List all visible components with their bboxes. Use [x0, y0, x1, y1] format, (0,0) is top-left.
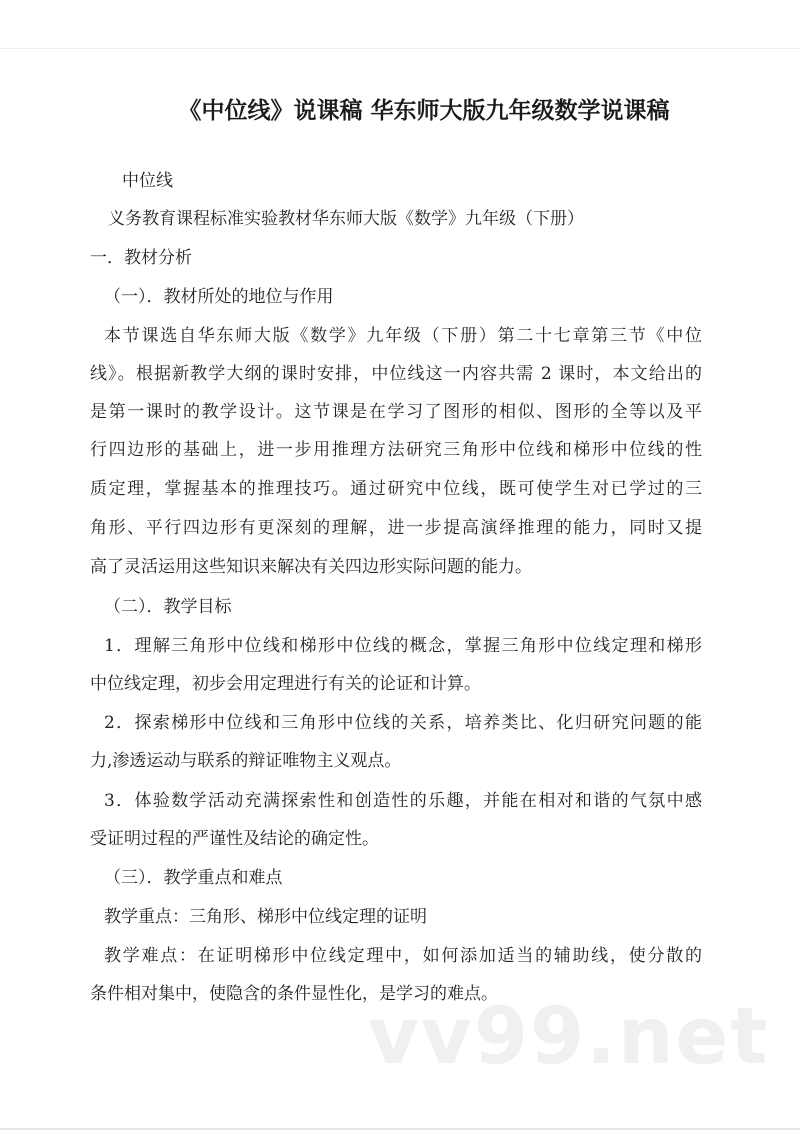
page-bottom-edge	[0, 1128, 800, 1130]
text-line: 高了灵活运用这些知识来解决有关四边形实际问题的能力。	[90, 557, 532, 577]
text-line: 线》。根据新教学大纲的课时安排，中位线这一内容共需 2 课时，本文给出的	[90, 364, 702, 384]
text-line: 质定理，掌握基本的推理技巧。通过研究中位线，既可使学生对已学过的三	[90, 479, 702, 499]
text-line: 本节课选自华东师大版《数学》九年级（下册）第二十七章第三节《中位	[104, 326, 702, 346]
text-line: （二）．教学目标	[104, 597, 232, 617]
text-line: （一）．教材所处的地位与作用	[104, 287, 334, 307]
text-line: 3．体验数学活动充满探索性和创造性的乐趣，并能在相对和谐的气氛中感	[104, 791, 702, 811]
text-line: 中位线	[122, 171, 173, 191]
text-line: （三）．教学重点和难点	[104, 868, 283, 888]
text-line: 中位线定理，初步会用定理进行有关的论证和计算。	[90, 674, 481, 694]
text-line: 教学难点：在证明梯形中位线定理中，如何添加适当的辅助线，使分散的	[104, 946, 702, 966]
text-line: 教学重点：三角形、梯形中位线定理的证明	[104, 907, 427, 927]
text-line: 受证明过程的严谨性及结论的确定性。	[90, 829, 379, 849]
watermark: vv99.net	[368, 992, 770, 1082]
page-top-edge	[0, 48, 800, 49]
text-line: 一．教材分析	[90, 248, 192, 268]
text-line: 行四边形的基础上，进一步用推理方法研究三角形中位线和梯形中位线的性	[90, 440, 702, 460]
text-line: 义务教育课程标准实验教材华东师大版《数学》九年级（下册）	[108, 209, 584, 229]
text-line: 角形、平行四边形有更深刻的理解，进一步提高演绎推理的能力，同时又提	[90, 518, 702, 538]
text-line: 2．探索梯形中位线和三角形中位线的关系，培养类比、化归研究问题的能	[104, 713, 702, 733]
text-line: 力,渗透运动与联系的辩证唯物主义观点。	[90, 751, 402, 771]
text-line: 条件相对集中，使隐含的条件显性化，是学习的难点。	[90, 984, 498, 1004]
text-line: 1．理解三角形中位线和梯形中位线的概念，掌握三角形中位线定理和梯形	[104, 636, 702, 656]
document-title: 《中位线》说课稿 华东师大版九年级数学说课稿	[178, 98, 670, 124]
text-line: 是第一课时的教学设计。这节课是在学习了图形的相似、图形的全等以及平	[90, 402, 702, 422]
